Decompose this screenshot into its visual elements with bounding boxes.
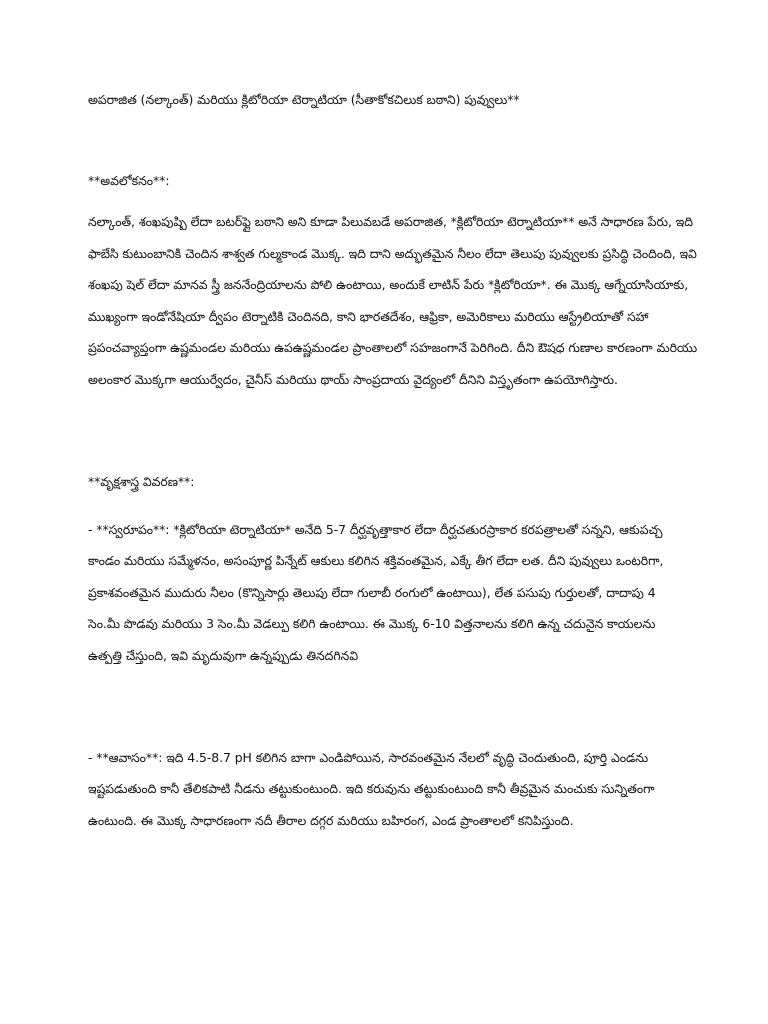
overview-heading: **అవలోకనం**: (88, 173, 170, 188)
morphology-paragraph: - **స్వరూపం**: *క్లిటోరియా టెర్నాటియా* అనేది 5-7 దీర్ఘవృత్తాకార లేదా దీర్ఘచతురస్రాకార కరపత్రాలతో సన్నని, ఆకుపచ్చ కాండం మరియు సమ్మేళనం, అసంపూర్ణ పిన్నేట్ ఆకులు కలిగిన శక్తివంతమైన, ఎక్కే తీగ లేదా లత. దీని పువ్వులు ఒంటరిగా, ప్రకాశవంతమైన ముదురు నీలం (కొన్నిసార్లు తెలుపు లేదా గులాబీ రంగులో ఉంటాయి), లేత పసుపు గుర్తులతో, దాదాపు 4 సెం.మీ పొడవు మరియు 3 సెం.మీ వెడల్పు కలిగి ఉంటాయి. ఈ మొక్క 6-10 విత్తనాలను కలిగి ఉన్న చదునైన కాయలను ఉత్పత్తి చేస్తుంది, ఇవి మృదువుగా ఉన్నప్పుడు తినదగినవి (88, 522, 664, 663)
habitat-paragraph: - **ఆవాసం**: ఇది 4.5-8.7 pH కలిగిన బాగా ఎండిపోయిన, సారవంతమైన నేలలో వృద్ధి చెందుతుంది, పూర్తి ఎండను ఇష్టపడుతుంది కానీ తేలికపాటి నీడను తట్టుకుంటుంది. ఇది కరువును తట్టుకుంటుంది కానీ తీవ్రమైన మంచుకు సున్నితంగా ఉంటుంది. ఈ మొక్క సాధారణంగా నదీ తీరాల దగ్గర మరియు బహిరంగ, ఎండ ప్రాంతాలలో కనిపిస్తుంది. (88, 750, 655, 828)
botanical-description-heading: **వృక్షశాస్త్ర వివరణ**: (88, 474, 195, 489)
overview-paragraph: నల్కాంత్, శంఖపుష్పి లేదా బటర్‌ఫ్లై బఠాని అని కూడా పిలువబడే అపరాజిత, *క్లిటోరియా టెర్నాటియా** అనే సాధారణ పేరు, ఇది ఫాబేసి కుటుంబానికి చెందిన శాశ్వత గుల్మకాండ మొక్క. ఇది దాని అద్భుతమైన నీలం లేదా తెలుపు పువ్వులకు ప్రసిద్ధి చెందింది, ఇవి శంఖపు షెల్ లేదా మానవ స్త్రీ జననేంద్రియాలను పోలి ఉంటాయి, అందుకే లాటిన్ పేరు *క్లిటోరియా*. ఈ మొక్క ఆగ్నేయాసియాకు, ముఖ్యంగా ఇండోనేషియా ద్వీపం టెర్నాటికి చెందినది, కాని భారతదేశం, ఆఫ్రికా, అమెరికాలు మరియు ఆస్ట్రేలియాతో సహా ప్రపంచవ్యాప్తంగా ఉష్ణమండల మరియు ఉపఉష్ణమండల ప్రాంతాలలో సహజంగానే పెరిగింది. దీని ఔషధ గుణాల కారణంగా మరియు అలంకార మొక్కగా ఆయుర్వేదం, చైనీస్ మరియు థాయ్ సాంప్రదాయ వైద్యంలో దీనిని విస్తృతంగా ఉపయోగిస్తారు. (88, 214, 698, 387)
document-title: అపరాజిత (నల్కాంత్) మరియు క్లిటోరియా టెర్నాటియా (సీతాకోకచిలుక బఠాని) పువ్వులు** (88, 92, 520, 107)
